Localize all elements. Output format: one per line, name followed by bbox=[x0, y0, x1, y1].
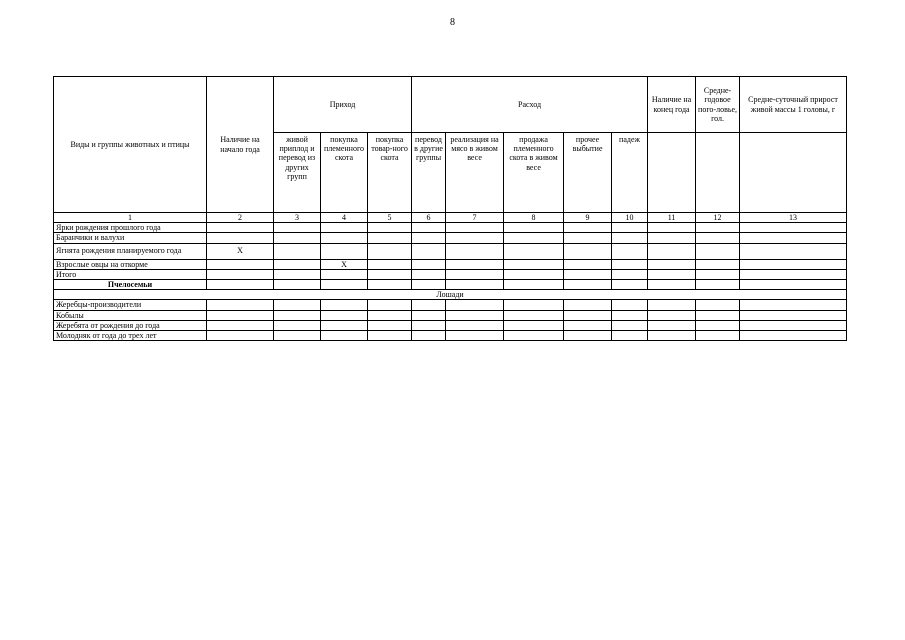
table-cell[interactable] bbox=[696, 279, 740, 289]
header-rashod-sub-2: реализация на мясо в живом весе bbox=[446, 133, 504, 213]
table-row bbox=[54, 310, 847, 320]
table-cell[interactable] bbox=[564, 279, 612, 289]
table-cell[interactable] bbox=[207, 233, 274, 243]
table-cell[interactable] bbox=[412, 320, 446, 330]
table-cell[interactable] bbox=[696, 223, 740, 233]
table-cell[interactable] bbox=[504, 269, 564, 279]
column-number: 12 bbox=[696, 213, 740, 223]
table-cell[interactable] bbox=[368, 310, 412, 320]
table-cell[interactable] bbox=[740, 243, 847, 259]
table-row bbox=[54, 300, 847, 310]
table-cell[interactable] bbox=[446, 320, 504, 330]
table-cell[interactable] bbox=[446, 330, 504, 340]
column-number: 8 bbox=[504, 213, 564, 223]
table-cell[interactable] bbox=[564, 223, 612, 233]
column-number: 9 bbox=[564, 213, 612, 223]
header-avg-gain-blank bbox=[740, 133, 847, 213]
table-cell[interactable] bbox=[612, 300, 648, 310]
table-cell[interactable] bbox=[740, 300, 847, 310]
header-prihod-sub-3: покупка товар-ного скота bbox=[368, 133, 412, 213]
table-cell[interactable] bbox=[274, 310, 321, 320]
table-cell[interactable] bbox=[504, 279, 564, 289]
table-cell[interactable] bbox=[274, 279, 321, 289]
table-cell[interactable] bbox=[612, 279, 648, 289]
table-row bbox=[54, 320, 847, 330]
x-mark: X bbox=[207, 243, 274, 259]
table-cell[interactable] bbox=[446, 259, 504, 269]
column-number: 2 bbox=[207, 213, 274, 223]
table-cell[interactable] bbox=[446, 243, 504, 259]
table-cell[interactable] bbox=[412, 330, 446, 340]
table-cell[interactable] bbox=[446, 300, 504, 310]
table-cell[interactable] bbox=[648, 223, 696, 233]
table-cell[interactable] bbox=[740, 233, 847, 243]
header-prihod-sub-2: покупка племенного скота bbox=[321, 133, 368, 213]
table-cell[interactable] bbox=[412, 243, 446, 259]
table-cell[interactable] bbox=[696, 300, 740, 310]
row-label: Ярки рождения прошлого года bbox=[54, 223, 207, 233]
table-cell[interactable] bbox=[612, 269, 648, 279]
table-cell[interactable] bbox=[696, 259, 740, 269]
table-cell[interactable] bbox=[740, 259, 847, 269]
section-row bbox=[54, 290, 847, 300]
table-cell[interactable] bbox=[207, 300, 274, 310]
table-cell[interactable] bbox=[504, 223, 564, 233]
table-cell[interactable] bbox=[274, 330, 321, 340]
column-number: 13 bbox=[740, 213, 847, 223]
table-cell[interactable] bbox=[504, 300, 564, 310]
table-cell[interactable] bbox=[446, 223, 504, 233]
table-cell[interactable] bbox=[564, 269, 612, 279]
header-avg-head-blank bbox=[696, 133, 740, 213]
table-cell[interactable] bbox=[446, 310, 504, 320]
table-cell[interactable] bbox=[740, 310, 847, 320]
table-cell[interactable] bbox=[321, 330, 368, 340]
table-cell[interactable] bbox=[368, 320, 412, 330]
table-cell[interactable] bbox=[696, 269, 740, 279]
table-cell[interactable] bbox=[274, 243, 321, 259]
table-cell[interactable] bbox=[368, 269, 412, 279]
column-number: 10 bbox=[612, 213, 648, 223]
table-row bbox=[54, 269, 847, 279]
header-end-blank bbox=[648, 133, 696, 213]
table-cell[interactable] bbox=[564, 310, 612, 320]
table-cell[interactable] bbox=[648, 233, 696, 243]
header-avg-head: Средне-годовое пого-ловье, гол. bbox=[696, 77, 740, 133]
table-cell[interactable] bbox=[321, 233, 368, 243]
column-number: 5 bbox=[368, 213, 412, 223]
table-cell[interactable] bbox=[412, 279, 446, 289]
table-cell[interactable] bbox=[446, 233, 504, 243]
table-cell[interactable] bbox=[612, 330, 648, 340]
table-cell[interactable] bbox=[612, 259, 648, 269]
table-cell[interactable] bbox=[648, 330, 696, 340]
table-cell[interactable] bbox=[274, 300, 321, 310]
row-label: Кобылы bbox=[54, 310, 207, 320]
row-label: Жеребцы-производители bbox=[54, 300, 207, 310]
table-cell[interactable] bbox=[564, 300, 612, 310]
table-cell[interactable] bbox=[321, 320, 368, 330]
header-species: Виды и группы животных и птицы bbox=[54, 77, 207, 213]
row-label: Жеребята от рождения до года bbox=[54, 320, 207, 330]
table-cell[interactable] bbox=[564, 330, 612, 340]
header-end: Наличие на конец года bbox=[648, 77, 696, 133]
table-row bbox=[54, 259, 847, 269]
column-number: 4 bbox=[321, 213, 368, 223]
livestock-table bbox=[53, 76, 847, 341]
column-number: 3 bbox=[274, 213, 321, 223]
table-cell[interactable] bbox=[321, 223, 368, 233]
column-number-row bbox=[54, 213, 847, 223]
table-cell[interactable] bbox=[504, 243, 564, 259]
table-cell[interactable] bbox=[446, 269, 504, 279]
table-cell[interactable] bbox=[207, 279, 274, 289]
table-cell[interactable] bbox=[648, 320, 696, 330]
column-number: 11 bbox=[648, 213, 696, 223]
table-cell[interactable] bbox=[368, 233, 412, 243]
table-cell[interactable] bbox=[368, 279, 412, 289]
table-row bbox=[54, 279, 847, 289]
table-cell[interactable] bbox=[504, 310, 564, 320]
table-cell[interactable] bbox=[648, 269, 696, 279]
row-label: Взрослые овцы на откорме bbox=[54, 259, 207, 269]
table-cell[interactable] bbox=[446, 279, 504, 289]
table-cell[interactable] bbox=[696, 243, 740, 259]
table-cell[interactable] bbox=[612, 320, 648, 330]
table-cell[interactable] bbox=[274, 269, 321, 279]
table-cell[interactable] bbox=[412, 223, 446, 233]
table-row bbox=[54, 233, 847, 243]
table-cell[interactable] bbox=[648, 259, 696, 269]
table-cell[interactable] bbox=[412, 233, 446, 243]
column-number: 1 bbox=[54, 213, 207, 223]
header-rashod-sub-1: перевод в другие группы bbox=[412, 133, 446, 213]
row-label: Молодняк от года до трех лет bbox=[54, 330, 207, 340]
header-start: Наличие на начало года bbox=[207, 77, 274, 213]
section-horses-label: Лошади bbox=[54, 290, 847, 300]
table-cell[interactable] bbox=[504, 233, 564, 243]
table-cell[interactable] bbox=[207, 223, 274, 233]
table-cell[interactable] bbox=[564, 243, 612, 259]
table-cell[interactable] bbox=[207, 259, 274, 269]
table-cell[interactable] bbox=[368, 330, 412, 340]
table-cell[interactable] bbox=[612, 310, 648, 320]
table-cell[interactable] bbox=[412, 269, 446, 279]
table-cell[interactable] bbox=[504, 320, 564, 330]
table-cell[interactable] bbox=[504, 259, 564, 269]
table-cell[interactable] bbox=[564, 233, 612, 243]
header-rashod-sub-4: прочее выбытие bbox=[564, 133, 612, 213]
table-cell[interactable] bbox=[564, 259, 612, 269]
table-cell[interactable] bbox=[612, 243, 648, 259]
table-cell[interactable] bbox=[412, 259, 446, 269]
table-row bbox=[54, 243, 847, 259]
table-cell[interactable] bbox=[696, 310, 740, 320]
table-cell[interactable] bbox=[368, 259, 412, 269]
table-cell[interactable] bbox=[696, 233, 740, 243]
table-cell[interactable] bbox=[648, 310, 696, 320]
table-cell[interactable] bbox=[412, 310, 446, 320]
row-label: Баранчики и валухи bbox=[54, 233, 207, 243]
table-cell[interactable] bbox=[740, 269, 847, 279]
table-row bbox=[54, 330, 847, 340]
header-rashod: Расход bbox=[412, 77, 648, 133]
table-cell[interactable] bbox=[740, 279, 847, 289]
table-cell[interactable] bbox=[321, 300, 368, 310]
header-rashod-sub-5: падеж bbox=[612, 133, 648, 213]
table-cell[interactable] bbox=[564, 320, 612, 330]
table-cell[interactable] bbox=[612, 233, 648, 243]
table-cell[interactable] bbox=[648, 279, 696, 289]
table-cell[interactable] bbox=[207, 310, 274, 320]
table-cell[interactable] bbox=[321, 310, 368, 320]
page-number: 8 bbox=[450, 17, 455, 28]
column-number: 6 bbox=[412, 213, 446, 223]
table-cell[interactable] bbox=[740, 320, 847, 330]
table-cell[interactable] bbox=[740, 330, 847, 340]
table-cell[interactable] bbox=[368, 243, 412, 259]
table-cell[interactable] bbox=[207, 330, 274, 340]
table-cell[interactable] bbox=[321, 269, 368, 279]
table-cell[interactable] bbox=[207, 320, 274, 330]
table-cell[interactable] bbox=[321, 243, 368, 259]
table-cell[interactable] bbox=[696, 320, 740, 330]
table-cell[interactable] bbox=[696, 330, 740, 340]
column-number: 7 bbox=[446, 213, 504, 223]
table-cell[interactable] bbox=[740, 223, 847, 233]
x-mark: X bbox=[321, 259, 368, 269]
table-cell[interactable] bbox=[321, 279, 368, 289]
table-cell[interactable] bbox=[274, 233, 321, 243]
table-row bbox=[54, 223, 847, 233]
table-cell[interactable] bbox=[368, 300, 412, 310]
header-prihod: Приход bbox=[274, 77, 412, 133]
header-avg-gain: Средне-суточный прирост живой массы 1 головы, г bbox=[740, 77, 847, 133]
section-bees-label: Пчелосемьи bbox=[54, 279, 207, 289]
table-cell[interactable] bbox=[274, 259, 321, 269]
table-cell[interactable] bbox=[648, 300, 696, 310]
row-label: Итого bbox=[54, 269, 207, 279]
table-cell[interactable] bbox=[648, 243, 696, 259]
table-cell[interactable] bbox=[274, 223, 321, 233]
table-cell[interactable] bbox=[274, 320, 321, 330]
row-label: Ягнята рождения планируемого года bbox=[54, 243, 207, 259]
header-rashod-sub-3: продажа племенного скота в живом весе bbox=[504, 133, 564, 213]
header-prihod-sub-1: живой приплод и перевод из других групп bbox=[274, 133, 321, 213]
table-cell[interactable] bbox=[412, 300, 446, 310]
table-cell[interactable] bbox=[612, 223, 648, 233]
table-cell[interactable] bbox=[207, 269, 274, 279]
table-cell[interactable] bbox=[368, 223, 412, 233]
table-cell[interactable] bbox=[504, 330, 564, 340]
